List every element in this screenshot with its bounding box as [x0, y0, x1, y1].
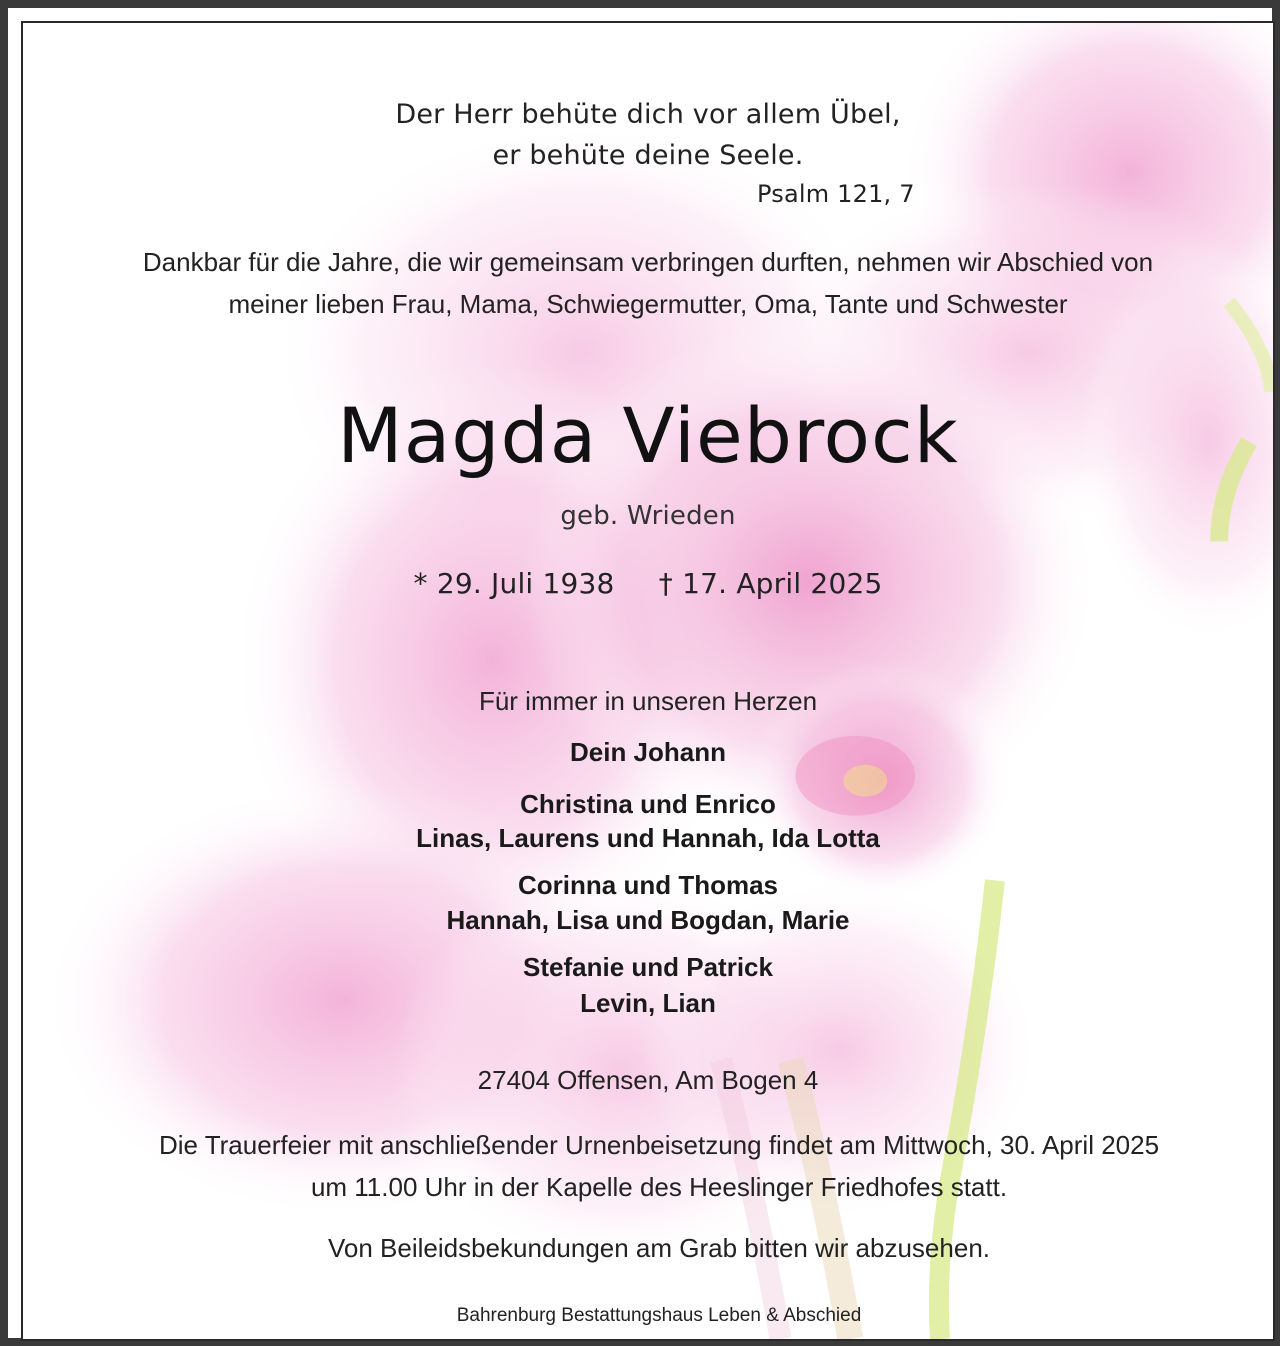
condolence-note: Von Beileidsbekundungen am Grab bitten wir abzusehen. [328, 1233, 990, 1263]
death-date: † 17. April 2025 [658, 567, 883, 600]
verse-line-2: er behüte deine Seele. [492, 140, 804, 171]
maiden-name: geb. Wrieden [560, 501, 736, 531]
mourner-line: Hannah, Lisa und Bogdan, Marie [446, 905, 850, 935]
intro-line-1: Dankbar für die Jahre, die wir gemeinsam verbringen durften, nehmen wir Abschied von [142, 247, 1154, 277]
life-dates [23, 567, 1273, 600]
verse-reference: Psalm 121, 7 [757, 180, 915, 208]
mourner-line: Linas, Laurens und Hannah, Ida Lotta [416, 823, 880, 853]
mourner-line: Corinna und Thomas [518, 870, 778, 900]
mourner-line: Levin, Lian [580, 988, 716, 1018]
mourner-line: Christina und Enrico [520, 789, 776, 819]
ceremony-line-1: Die Trauerfeier mit anschließender Urnenbeisetzung findet am Mittwoch, 30. April 2025 [158, 1130, 1160, 1160]
mourner-line: Stefanie und Patrick [523, 952, 773, 982]
notice-inner-frame [21, 21, 1275, 1341]
deceased-name: Magda Viebrock [337, 391, 959, 480]
address: 27404 Offensen, Am Bogen 4 [477, 1065, 819, 1095]
birth-date: * 29. Juli 1938 [413, 567, 615, 600]
verse-line-1: Der Herr behüte dich vor allem Übel, [395, 99, 901, 130]
mourner-line: Dein Johann [569, 737, 726, 767]
funeral-home-footer: Bahrenburg Bestattungshaus Leben & Abschied [456, 1305, 862, 1326]
mourners-heading: Für immer in unseren Herzen [478, 686, 818, 716]
ceremony-line-2: um 11.00 Uhr in der Kapelle des Heeslinger Friedhofes statt. [310, 1172, 1008, 1202]
intro-line-2: meiner lieben Frau, Mama, Schwiegermutter, Oma, Tante und Schwester [228, 289, 1068, 319]
